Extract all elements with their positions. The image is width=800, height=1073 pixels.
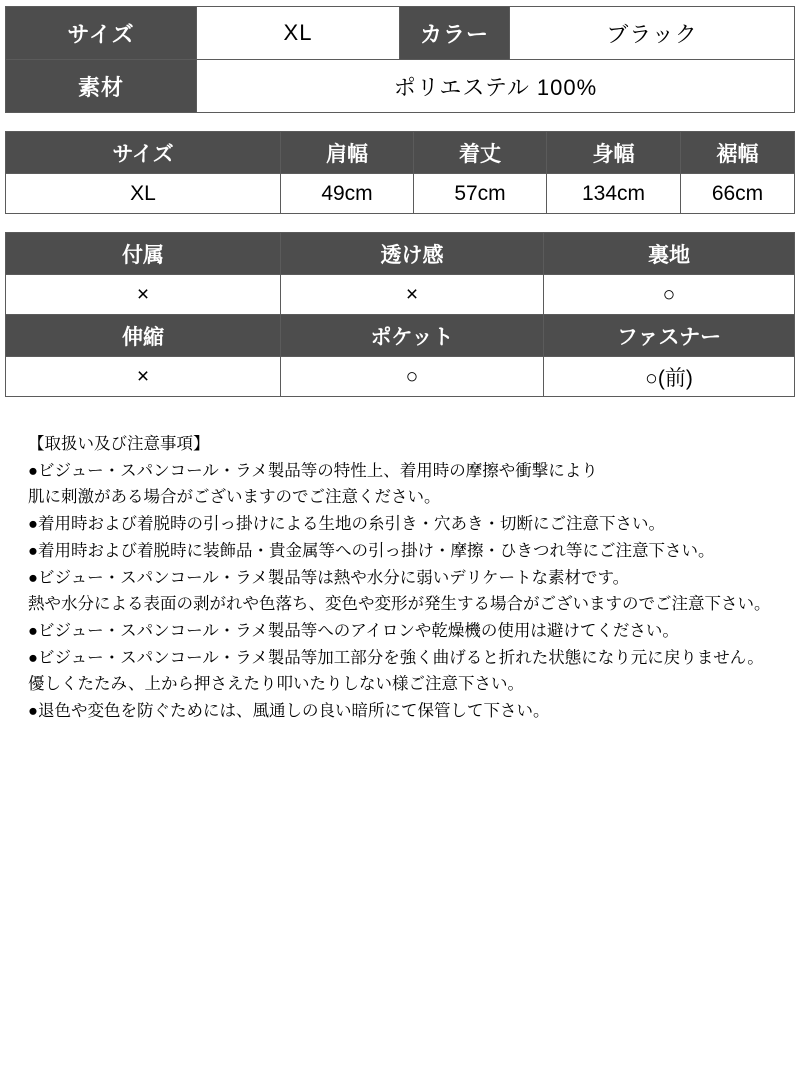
spec-table bbox=[5, 6, 795, 113]
care-note-line: 優しくたたみ、上から押さえたり叩いたりしない様ご注意下さい。 bbox=[28, 675, 524, 694]
feature-value-stretch: × bbox=[6, 357, 281, 397]
feature-header-zipper: ファスナー bbox=[544, 315, 795, 357]
care-note-line: 熱や水分による表面の剥がれや色落ち、変色や変形が発生する場合がございますのでご注意下さい。 bbox=[28, 595, 771, 614]
care-note-line: ●ビジュー・スパンコール・ラメ製品等加工部分を強く曲げると折れた状態になり元に戻りません。 bbox=[28, 648, 764, 667]
spec-label-size: サイズ bbox=[6, 7, 197, 60]
care-note-line: ●ビジュー・スパンコール・ラメ製品等の特性上、着用時の摩擦や衝撃により bbox=[28, 461, 598, 480]
feature-header-stretch: 伸縮 bbox=[6, 315, 281, 357]
care-note-line: ●着用時および着脱時に装飾品・貴金属等への引っ掛け・摩擦・ひきつれ等にご注意下さい。 bbox=[28, 541, 715, 560]
table-row bbox=[6, 60, 795, 113]
product-spec-page bbox=[0, 6, 800, 1073]
measure-value-size: XL bbox=[6, 174, 281, 214]
care-note-line: ●ビジュー・スパンコール・ラメ製品等は熱や水分に弱いデリケートな素材です。 bbox=[28, 568, 630, 587]
feature-header-accessory: 付属 bbox=[6, 233, 281, 275]
table-header-row bbox=[6, 315, 795, 357]
table-header-row bbox=[6, 132, 795, 174]
measure-header-hem: 裾幅 bbox=[681, 132, 795, 174]
feature-value-lining: ○ bbox=[544, 275, 795, 315]
feature-header-sheerness: 透け感 bbox=[281, 233, 544, 275]
care-notes-title: 【取扱い及び注意事項】 bbox=[28, 435, 210, 453]
feature-header-pocket: ポケット bbox=[281, 315, 544, 357]
table-row bbox=[6, 7, 795, 60]
table-row bbox=[6, 275, 795, 315]
feature-header-lining: 裏地 bbox=[544, 233, 795, 275]
feature-value-accessory: × bbox=[6, 275, 281, 315]
spec-value-material: ポリエステル 100% bbox=[197, 60, 795, 113]
measure-value-length: 57cm bbox=[414, 174, 547, 214]
table-row bbox=[6, 357, 795, 397]
measure-header-shoulder: 肩幅 bbox=[281, 132, 414, 174]
measure-value-hem: 66cm bbox=[681, 174, 795, 214]
measure-header-bust: 身幅 bbox=[547, 132, 681, 174]
care-note-line: ●退色や変色を防ぐためには、風通しの良い暗所にて保管して下さい。 bbox=[28, 702, 550, 721]
table-header-row bbox=[6, 233, 795, 275]
measure-header-length: 着丈 bbox=[414, 132, 547, 174]
feature-value-zipper: ○(前) bbox=[544, 357, 795, 397]
measurement-table bbox=[5, 131, 795, 214]
table-row bbox=[6, 174, 795, 214]
feature-table bbox=[5, 232, 795, 397]
care-note-line: ●ビジュー・スパンコール・ラメ製品等へのアイロンや乾燥機の使用は避けてください。 bbox=[28, 622, 679, 641]
feature-value-pocket: ○ bbox=[281, 357, 544, 397]
spec-value-color: ブラック bbox=[510, 7, 795, 60]
spec-value-size: XL bbox=[197, 7, 400, 60]
measure-value-bust: 134cm bbox=[547, 174, 681, 214]
care-note-line: 肌に刺激がある場合がございますのでご注意ください。 bbox=[28, 488, 441, 507]
spec-label-material: 素材 bbox=[6, 60, 197, 113]
care-note-line: ●着用時および着脱時の引っ掛けによる生地の糸引き・穴あき・切断にご注意下さい。 bbox=[28, 515, 665, 534]
spec-label-color: カラー bbox=[400, 7, 510, 60]
care-notes bbox=[28, 431, 800, 725]
measure-header-size: サイズ bbox=[6, 132, 281, 174]
measure-value-shoulder: 49cm bbox=[281, 174, 414, 214]
feature-value-sheerness: × bbox=[281, 275, 544, 315]
